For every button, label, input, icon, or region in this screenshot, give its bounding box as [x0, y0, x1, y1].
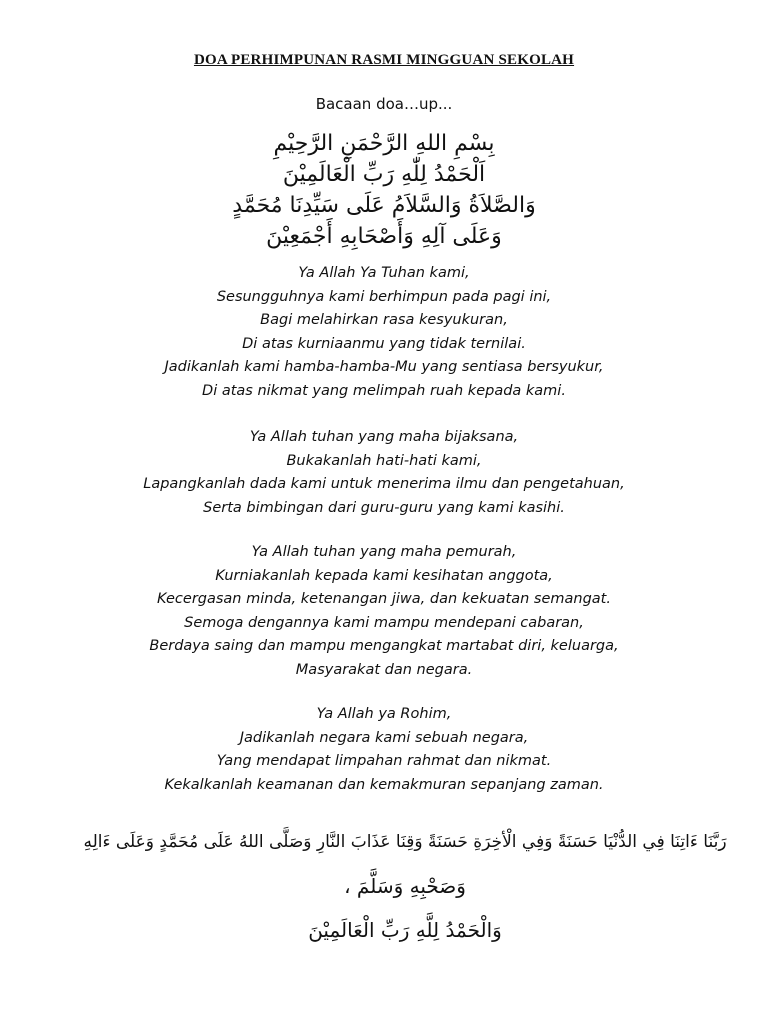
arabic-closing-line: رَبَّنَا ءَاتِنَا فِي الدُّنْيَا حَسَنَةً وَفِي الْأخِرَةِ حَسَنَةً وَقِنَا عَذَابَ النَّارِ وَصَلَّى اللهُ عَلَى مُحَمَّدٍ وَعَلَى ءَالِهِ	[83, 832, 727, 852]
stanza-line: Di atas nikmat yang melimpah ruah kepada kami.	[202, 382, 566, 399]
stanza-2	[20, 426, 748, 520]
stanza-line: Bagi melahirkan rasa kesyukuran,	[260, 312, 508, 329]
stanza-line: Serta bimbingan dari guru-guru yang kami kasihi.	[203, 499, 565, 516]
stanza-line: Yang mendapat limpahan rahmat dan nikmat.	[216, 753, 552, 770]
arabic-closing	[80, 820, 730, 952]
stanza-line: Berdaya saing dan mampu mengangkat martabat diri, keluarga,	[149, 638, 619, 655]
stanza-line: Ya Allah ya Rohim,	[316, 706, 452, 722]
arabic-opening	[0, 128, 768, 252]
stanza-1	[20, 262, 748, 404]
stanza-line: Kekalkanlah keamanan dan kemakmuran sepanjang zaman.	[164, 776, 604, 793]
arabic-opening-line: وَالصَّلاَةُ وَالسَّلاَمُ عَلَى سَيِّدِنَا مُحَمَّدٍ	[232, 193, 536, 218]
stanza-line: Ya Allah tuhan yang maha pemurah,	[251, 544, 517, 560]
intro-text: Bacaan doa…up...	[315, 95, 453, 113]
stanza-line: Di atas kurniaanmu yang tidak ternilai.	[242, 335, 526, 352]
stanza-line: Jadikanlah kami hamba-hamba-Mu yang sentiasa bersyukur,	[164, 359, 604, 376]
stanza-line: Kurniakanlah kepada kami kesihatan anggota,	[215, 567, 553, 584]
document-title: DOA PERHIMPUNAN RASMI MINGGUAN SEKOLAH	[193, 52, 575, 68]
stanza-line: Masyarakat dan negara.	[295, 661, 473, 678]
stanza-line: Kecergasan minda, ketenangan jiwa, dan kekuatan semangat.	[157, 591, 611, 608]
stanza-line: Semoga dengannya kami mampu mendepani cabaran,	[184, 614, 584, 631]
arabic-closing-line: وَصَحْبِهِ وَسَلَّمَ ،	[344, 874, 466, 898]
arabic-opening-line: وَعَلَى آلِهِ وَأَصْحَابِهِ أَجْمَعِيْنَ	[266, 224, 502, 249]
arabic-closing-line: وَالْحَمْدُ لِلَّهِ رَبِّ الْعَالَمِيْنَ	[308, 918, 502, 942]
stanza-line: Bukakanlah hati-hati kami,	[286, 452, 482, 469]
stanza-4	[20, 703, 748, 797]
arabic-opening-line: اَلْحَمْدُ لِلّٰهِ رَبِّ الْعَالَمِيْنَ	[282, 162, 486, 187]
stanza-line: Ya Allah Ya Tuhan kami,	[298, 265, 470, 281]
stanza-line: Sesungguhnya kami berhimpun pada pagi ini,	[216, 288, 552, 305]
stanza-line: Lapangkanlah dada kami untuk menerima ilmu dan pengetahuan,	[143, 476, 625, 493]
stanza-3	[20, 541, 748, 683]
stanza-line: Jadikanlah negara kami sebuah negara,	[239, 729, 529, 746]
arabic-opening-line: بِسْمِ اللهِ الرَّحْمَنِ الرَّحِيْمِ	[273, 131, 495, 156]
stanza-line: Ya Allah tuhan yang maha bijaksana,	[249, 429, 519, 445]
